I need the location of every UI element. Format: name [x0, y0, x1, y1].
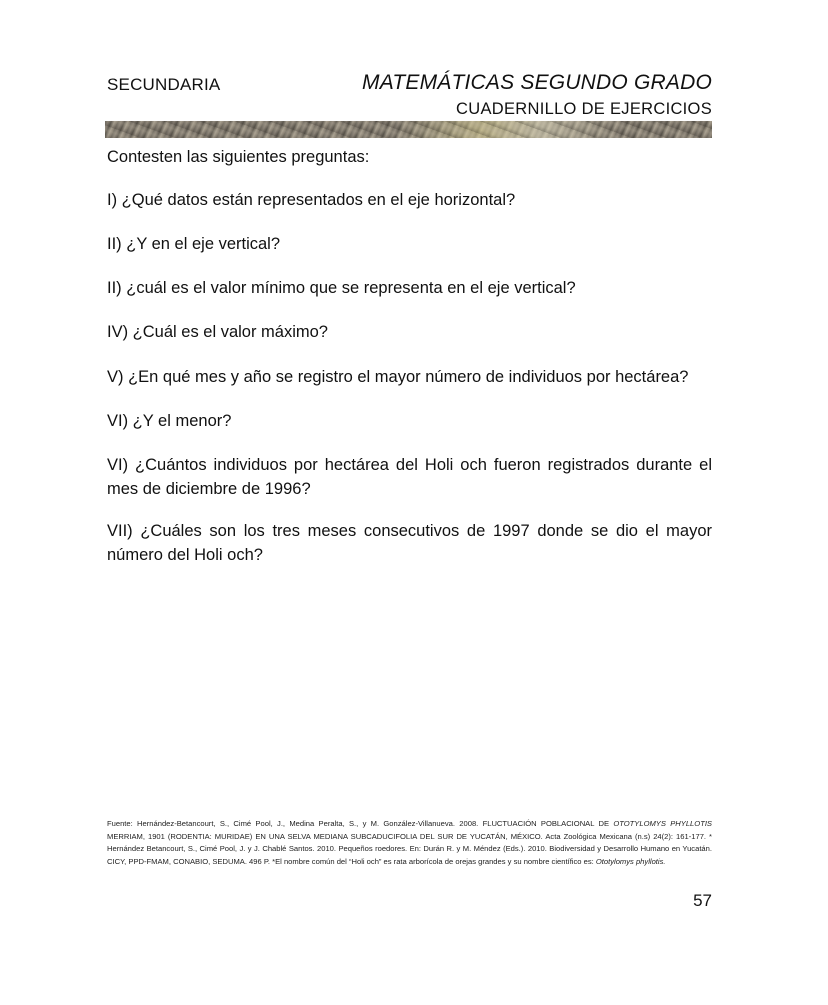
- page-number: 57: [693, 891, 712, 910]
- footnote-species: OTOTYLOMYS PHYLLOTIS: [613, 819, 713, 828]
- question-4: IV) ¿Cuál es el valor máximo?: [107, 323, 328, 341]
- header-title: MATEMÁTICAS SEGUNDO GRADO: [362, 71, 712, 94]
- question-2: II) ¿Y en el eje vertical?: [107, 235, 281, 253]
- question-7: VI) ¿Cuántos individuos por hectárea del Holi och fueron registrados durante el mes de diciembre de 1996?: [107, 456, 712, 498]
- header-level: SECUNDARIA: [107, 75, 221, 94]
- footnote-part-1: Fuente: Hernández-Betancourt, S., Cimé Pool, J., Medina Peralta, S., y M. González-Villanueva. 2008. FLUCTUACIÓN POBLACIONAL DE: [107, 819, 614, 828]
- instructions: Contesten las siguientes preguntas:: [107, 148, 370, 166]
- question-5: V) ¿En qué mes y año se registro el mayor número de individuos por hectárea?: [107, 368, 689, 386]
- question-3: II) ¿cuál es el valor mínimo que se representa en el eje vertical?: [107, 279, 576, 297]
- footnote-scientific-name: Ototylomys phyllotis.: [595, 856, 666, 866]
- question-1: I) ¿Qué datos están representados en el eje horizontal?: [107, 191, 516, 209]
- header-banner-image: [105, 121, 712, 138]
- footnote-part-2: MERRIAM, 1901 (RODENTIA: MURIDAE) EN UNA SELVA MEDIANA SUBCADUCIFOLIA DEL SUR DE YUCATÁN, MÉXICO. Acta Zoológica Mexicana (n.s) 24(2): 161-177. * Hernández Betancourt, S., Cimé Pool, J. y J. Chablé Santos. 2010. Pequeños roedores. En: Durán R. y M. Méndez (Eds.). 2010. Biodiversidad y Desarrollo Humano en Yucatán. CICY, PPD-FMAM, CONABIO, SEDUMA. 496 P. *El nombre común del “Holi och” es rata arborícola de orejas grandes y su nombre científico es:: [107, 831, 712, 866]
- source-footnote: [107, 818, 712, 868]
- header-subtitle: CUADERNILLO DE EJERCICIOS: [456, 100, 712, 118]
- question-8: VII) ¿Cuáles son los tres meses consecutivos de 1997 donde se dio el mayor número del Holi och?: [107, 522, 712, 564]
- question-6: VI) ¿Y el menor?: [107, 412, 232, 430]
